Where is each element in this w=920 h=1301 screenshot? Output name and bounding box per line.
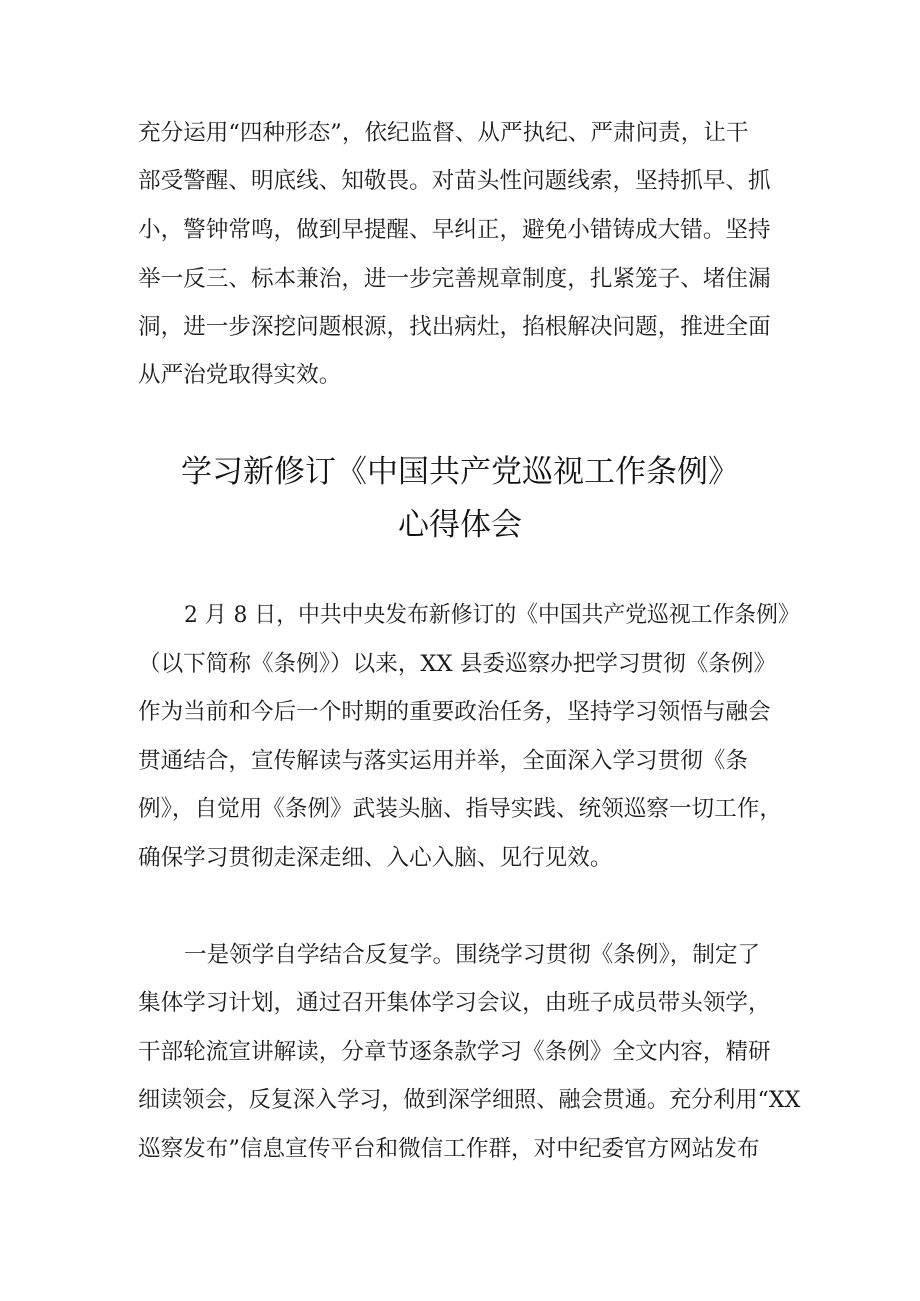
paragraph-line: 作为当前和今后一个时期的重要政治任务，坚持学习领悟与融会 [138, 699, 771, 725]
paragraph-line: 例》，自觉用《条例》武装头脑、指导实践、统领巡察一切工作， [138, 796, 782, 822]
paragraph-line: 一是领学自学结合反复学。围绕学习贯彻《条例》，制定了 [184, 942, 761, 968]
paragraph-line: 充分运用“四种形态”，依纪监督、从严执纪、严肃问责，让干 [138, 120, 749, 146]
paragraph-line: 部受警醒、明底线、知敬畏。对苗头性问题线索，坚持抓早、抓 [138, 168, 771, 194]
paragraph-line: （以下简称《条例》）以来，XX 县委巡察办把学习贯彻《条例》 [138, 651, 777, 677]
paragraph-line: 2 月 8 日，中共中央发布新修订的《中国共产党巡视工作条例》 [184, 602, 800, 628]
paragraph-line: 确保学习贯彻走深走细、入心入脑、见行见效。 [138, 845, 613, 871]
paragraph-line: 巡察发布”信息宣传平台和微信工作群，对中纪委官方网站发布 [138, 1136, 760, 1162]
document-subtitle: 心得体会 [398, 507, 522, 543]
paragraph-line: 小，警钟常鸣，做到早提醒、早纠正，避免小错铸成大错。坚持 [138, 217, 771, 243]
paragraph-line: 举一反三、标本兼治，进一步完善规章制度，扎紧笼子、堵住漏 [138, 266, 771, 292]
document-title: 学习新修订《中国共产党巡视工作条例》 [181, 454, 739, 490]
paragraph-line: 细读领会，反复深入学习，做到深学细照、融会贯通。充分利用“XX [138, 1087, 801, 1113]
paragraph-line: 集体学习计划，通过召开集体学习会议，由班子成员带头领学， [138, 990, 771, 1016]
paragraph-line: 洞，进一步深挖问题根源，找出病灶，掐根解决问题，推进全面 [138, 314, 771, 340]
paragraph-line: 干部轮流宣讲解读，分章节逐条款学习《条例》全文内容，精研 [138, 1039, 771, 1065]
paragraph-line: 从严治党取得实效。 [138, 362, 342, 388]
paragraph-line: 贯通结合，宣传解读与落实运用并举，全面深入学习贯彻《条 [138, 748, 749, 774]
